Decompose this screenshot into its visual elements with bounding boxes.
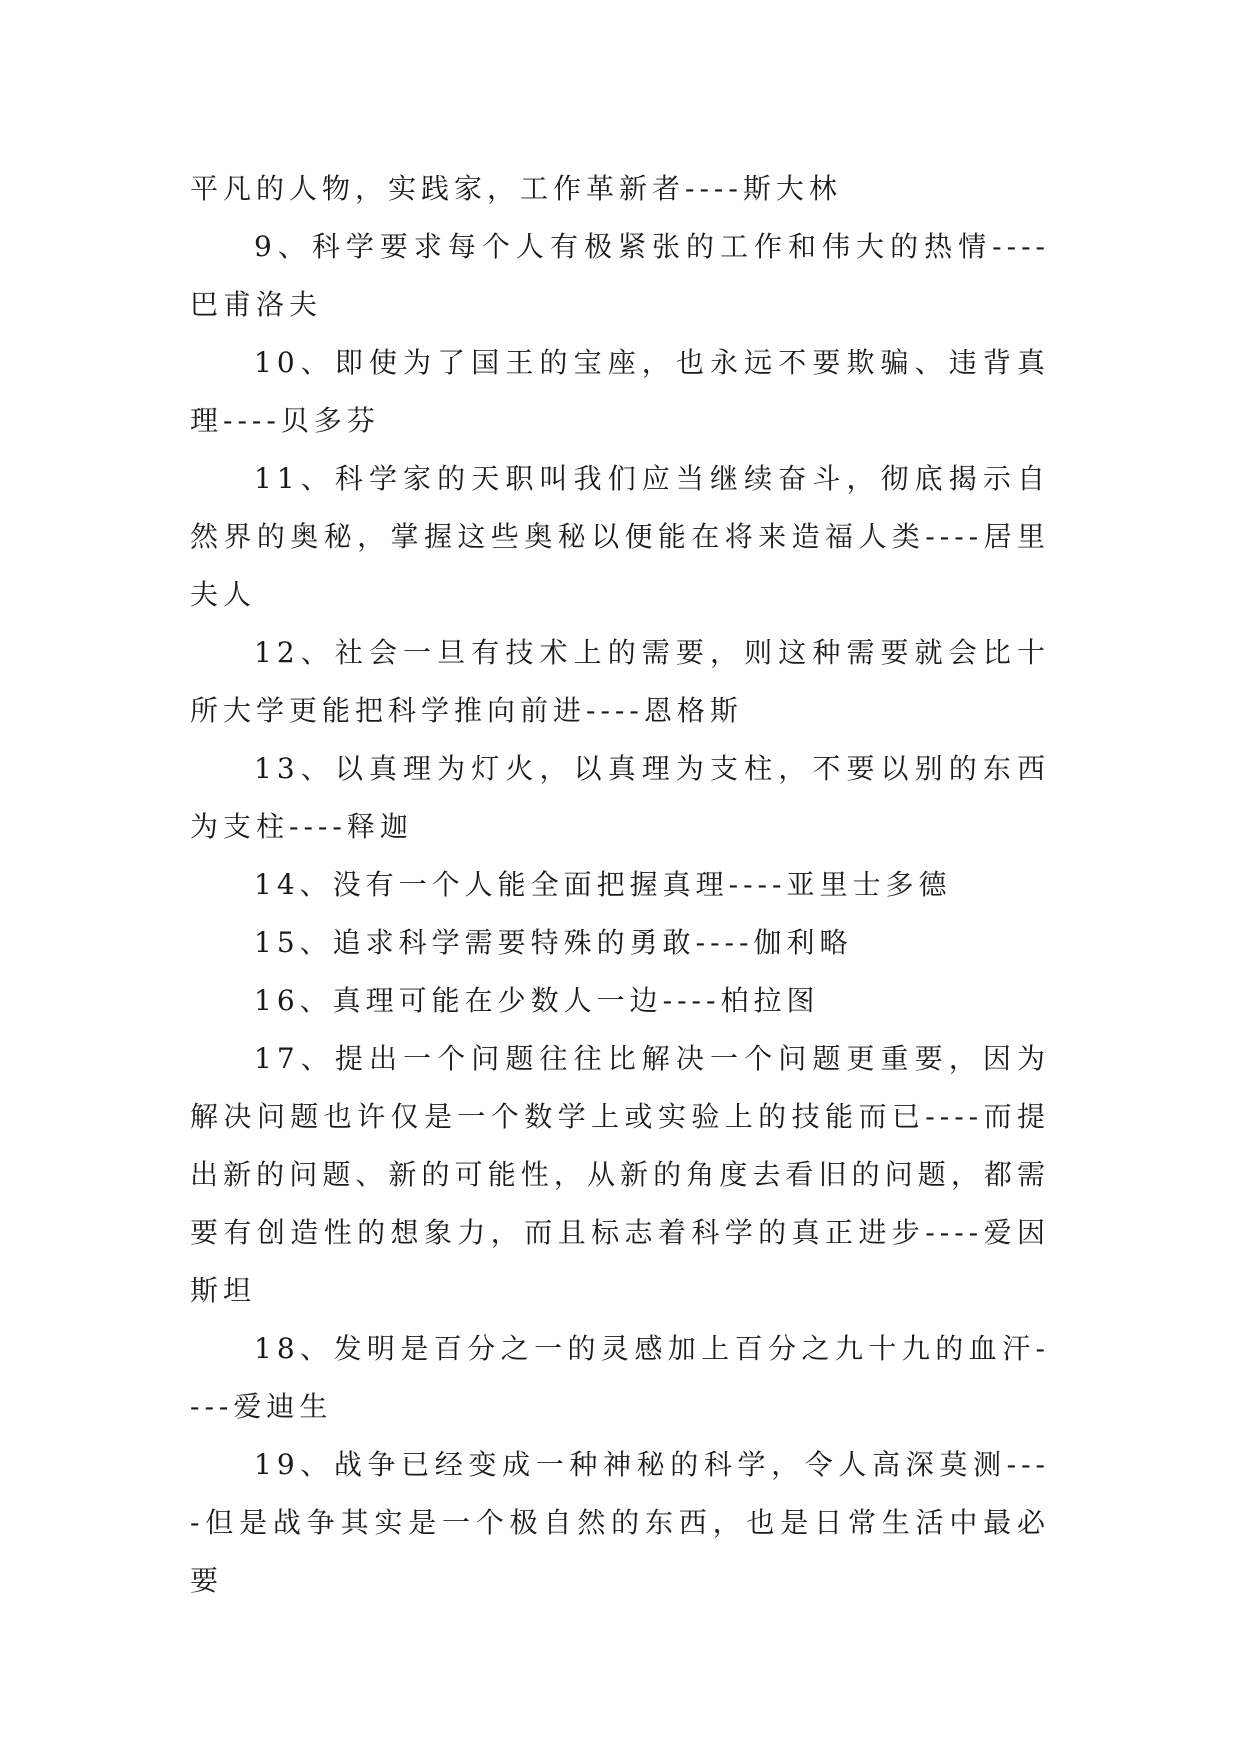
paragraph-quote-11: 11、科学家的天职叫我们应当继续奋斗，彻底揭示自然界的奥秘，掌握这些奥秘以便能在将来造福人类----居里夫人 (190, 462, 1050, 611)
paragraph-quote-13: 13、以真理为灯火，以真理为支柱，不要以别的东西为支柱----释迦 (190, 752, 1050, 843)
paragraph-stalin: 平凡的人物，实践家，工作革新者----斯大林 (190, 172, 842, 205)
paragraph-quote-16: 16、真理可能在少数人一边----柏拉图 (254, 984, 820, 1017)
paragraph-quote-14: 14、没有一个人能全面把握真理----亚里士多德 (254, 868, 952, 901)
paragraph-quote-12: 12、社会一旦有技术上的需要，则这种需要就会比十所大学更能把科学推向前进----恩格斯 (190, 636, 1050, 727)
paragraph-quote-18: 18、发明是百分之一的灵感加上百分之九十九的血汗----爱迪生 (190, 1332, 1050, 1423)
paragraph-quote-9: 9、科学要求每个人有极紧张的工作和伟大的热情----巴甫洛夫 (190, 230, 1050, 321)
paragraph-quote-10: 10、即使为了国王的宝座，也永远不要欺骗、违背真理----贝多芬 (190, 346, 1050, 437)
paragraph-quote-17: 17、提出一个问题往往比解决一个问题更重要，因为解决问题也许仅是一个数学上或实验上的技能而已----而提出新的问题、新的可能性，从新的角度去看旧的问题，都需要有创造性的想象力，而且标志着科学的真正进步----爱因斯坦 (190, 1042, 1050, 1307)
paragraph-quote-19: 19、战争已经变成一种神秘的科学，令人高深莫测----但是战争其实是一个极自然的东西，也是日常生活中最必要 (190, 1448, 1050, 1597)
paragraph-quote-15: 15、追求科学需要特殊的勇敢----伽利略 (254, 926, 853, 959)
document-page (190, 160, 1050, 1610)
